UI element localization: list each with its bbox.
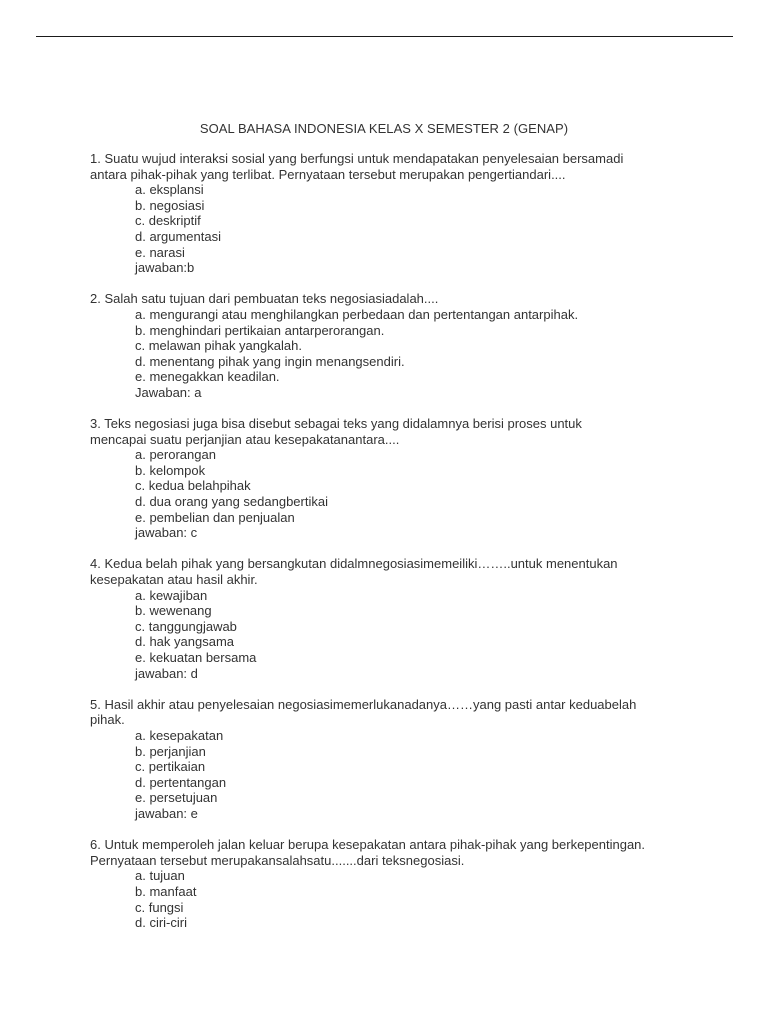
option-item: d. hak yangsama bbox=[135, 634, 235, 650]
option-item: c. pertikaian bbox=[135, 759, 206, 775]
option-item: d. ciri-ciri bbox=[135, 915, 187, 931]
option-item: c. tanggungjawab bbox=[135, 618, 237, 634]
option-item: c. fungsi bbox=[135, 899, 184, 915]
question-1 bbox=[90, 151, 690, 276]
option-item: e. pembelian dan penjualan bbox=[135, 509, 295, 525]
question-text-line: antara pihak-pihak yang terlibat. Pernyataan tersebut merupakan pengertiandari.... bbox=[90, 166, 566, 182]
top-rule bbox=[36, 36, 733, 37]
option-item: a. mengurangi atau menghilangkan perbedaan dan pertentangan antarpihak. bbox=[135, 306, 579, 322]
question-text-line: 5. Hasil akhir atau penyelesaian negosiasimemerlukanadanya……yang pasti antar keduabelah bbox=[90, 696, 637, 712]
question-text-line: Pernyataan tersebut merupakansalahsatu.......dari teksnegosiasi. bbox=[90, 852, 465, 868]
question-text-line: 4. Kedua belah pihak yang bersangkutan didalmnegosiasimemeiliki……..untuk menentukan bbox=[90, 556, 618, 572]
answer-key: jawaban: e bbox=[135, 805, 198, 821]
question-text-line: pihak. bbox=[90, 712, 125, 728]
option-item: e. narasi bbox=[135, 244, 185, 260]
options-list bbox=[90, 728, 690, 822]
question-4 bbox=[90, 556, 690, 681]
option-item: d. pertentangan bbox=[135, 774, 227, 790]
options-list bbox=[90, 182, 690, 276]
answer-key: Jawaban: a bbox=[135, 384, 202, 400]
question-3 bbox=[90, 416, 690, 541]
option-item: b. negosiasi bbox=[135, 197, 205, 213]
question-text-line: kesepakatan atau hasil akhir. bbox=[90, 572, 258, 588]
option-item: e. menegakkan keadilan. bbox=[135, 369, 280, 385]
option-item: a. kesepakatan bbox=[135, 727, 224, 743]
answer-key: jawaban:b bbox=[135, 260, 195, 276]
answer-key: jawaban: c bbox=[135, 525, 198, 541]
option-item: a. eksplansi bbox=[135, 182, 204, 198]
option-item: b. perjanjian bbox=[135, 743, 206, 759]
option-item: d. argumentasi bbox=[135, 228, 221, 244]
option-item: b. kelompok bbox=[135, 462, 206, 478]
question-text-line: 3. Teks negosiasi juga bisa disebut sebagai teks yang didalamnya berisi proses untuk bbox=[90, 416, 582, 432]
option-item: b. manfaat bbox=[135, 883, 197, 899]
option-item: e. persetujuan bbox=[135, 790, 218, 806]
question-text-line: mencapai suatu perjanjian atau kesepakatanantara.... bbox=[90, 431, 400, 447]
answer-key: jawaban: d bbox=[135, 665, 198, 681]
question-2 bbox=[90, 291, 690, 400]
options-list bbox=[90, 588, 690, 682]
option-item: c. deskriptif bbox=[135, 213, 201, 229]
question-text-line: 6. Untuk memperoleh jalan keluar berupa kesepakatan antara pihak-pihak yang berkepentingan. bbox=[90, 837, 646, 853]
option-item: b. menghindari pertikaian antarperorangan. bbox=[135, 322, 385, 338]
question-5 bbox=[90, 697, 690, 822]
question-text-line: 1. Suatu wujud interaksi sosial yang berfungsi untuk mendapatakan penyelesaian bersamadi bbox=[90, 151, 624, 166]
options-list bbox=[90, 307, 690, 401]
option-item: a. perorangan bbox=[135, 447, 216, 463]
option-item: c. kedua belahpihak bbox=[135, 478, 251, 494]
option-item: d. menentang pihak yang ingin menangsendiri. bbox=[135, 353, 405, 369]
option-item: c. melawan pihak yangkalah. bbox=[135, 338, 302, 354]
options-list bbox=[90, 447, 690, 541]
option-item: a. kewajiban bbox=[135, 587, 208, 603]
question-list bbox=[90, 151, 690, 946]
option-item: d. dua orang yang sedangbertikai bbox=[135, 494, 328, 510]
question-text-line: 2. Salah satu tujuan dari pembuatan teks negosiasiadalah.... bbox=[90, 291, 439, 307]
question-6 bbox=[90, 837, 690, 931]
option-item: a. tujuan bbox=[135, 868, 185, 884]
option-item: b. wewenang bbox=[135, 603, 212, 619]
option-item: e. kekuatan bersama bbox=[135, 650, 257, 665]
page-title: SOAL BAHASA INDONESIA KELAS X SEMESTER 2 (GENAP) bbox=[199, 121, 569, 136]
options-list bbox=[90, 868, 690, 930]
